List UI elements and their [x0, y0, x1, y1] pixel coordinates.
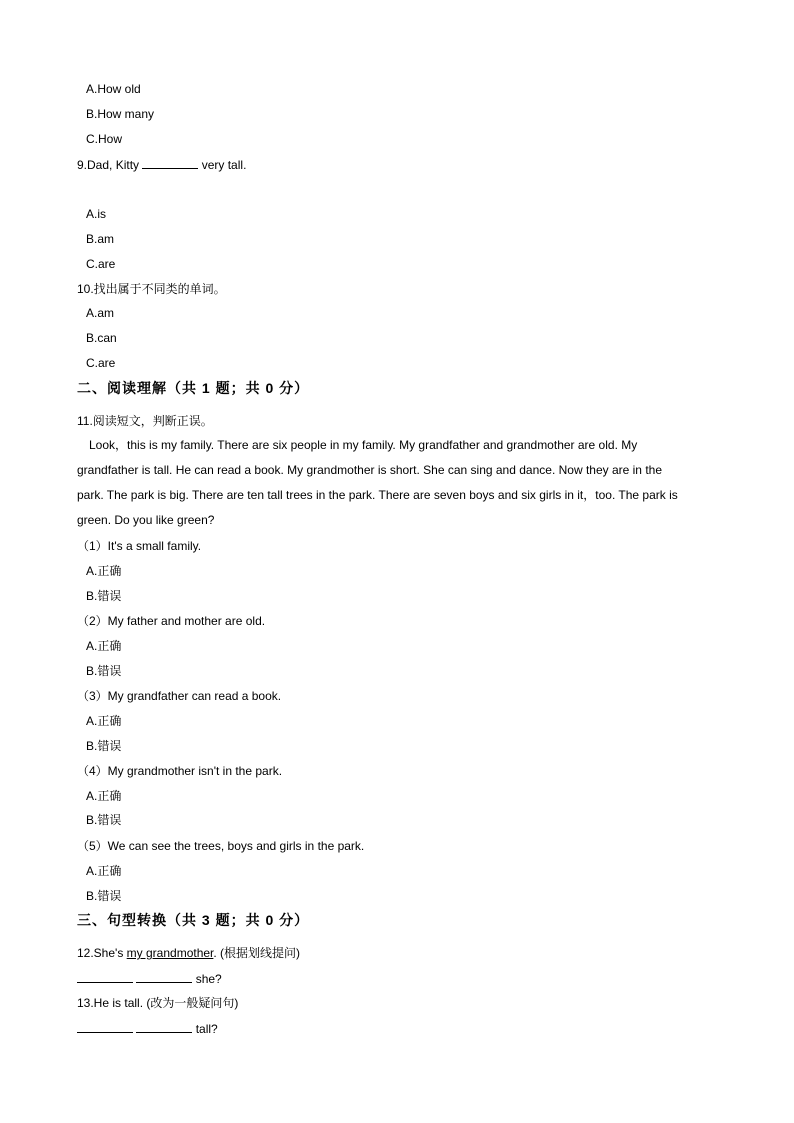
q11-sub-2-option-b: B.错误	[86, 664, 122, 678]
q9-question	[77, 157, 246, 172]
q11-sub-5: （5）We can see the trees, boys and girls in the park.	[77, 839, 365, 853]
q12-answer-line	[77, 971, 222, 986]
section-heading-transform: 三、句型转换（共 3 题；共 0 分）	[77, 912, 310, 928]
q12-question	[77, 946, 300, 960]
q11-sub-4-option-a: A.正确	[86, 789, 122, 803]
q13-answer-tail: tall?	[195, 1022, 218, 1036]
q11-sub-1-option-a: A.正确	[86, 564, 122, 578]
q12-answer-tail: she?	[195, 972, 222, 986]
q10-option-b: B.can	[86, 331, 117, 345]
q11-sub-1-option-b: B.错误	[86, 589, 122, 603]
q12-prefix: 12.She's	[77, 946, 127, 960]
q11-sub-2: （2）My father and mother are old.	[77, 614, 266, 628]
q8-option-c: C.How	[86, 132, 123, 146]
q9-option-c: C.are	[86, 257, 116, 271]
q10-option-c: C.are	[86, 356, 116, 370]
q11-instruction: 11.阅读短文，判断正误。	[77, 414, 213, 428]
q13-answer-line	[77, 1021, 218, 1036]
q11-sub-5-option-a: A.正确	[86, 864, 122, 878]
q9-text-after: very tall.	[201, 158, 247, 172]
q9-blank	[142, 157, 198, 169]
q12-underlined-phrase: my grandmother	[126, 946, 214, 960]
q11-sub-2-option-a: A.正确	[86, 639, 122, 653]
q9-text-before: 9.Dad, Kitty	[77, 158, 140, 172]
q8-option-a: A.How old	[86, 82, 141, 96]
section-heading-reading: 二、阅读理解（共 1 题；共 0 分）	[77, 380, 310, 396]
q8-option-b: B.How many	[86, 107, 155, 121]
q13-blank-1	[77, 1021, 133, 1033]
q11-sub-1: （1）It's a small family.	[77, 539, 202, 553]
q9-option-b: B.am	[86, 232, 115, 246]
q12-blank-2	[136, 971, 192, 983]
q10-option-a: A.am	[86, 306, 115, 320]
passage-line: park. The park is big. There are ten tall trees in the park. There are seven boys and six girls in it，too. The park is	[77, 488, 678, 502]
q11-passage	[77, 433, 717, 533]
q13-blank-2	[136, 1021, 192, 1033]
q11-sub-3-option-a: A.正确	[86, 714, 122, 728]
passage-line: Look，this is my family. There are six people in my family. My grandfather and grandmother are old. My	[89, 438, 638, 452]
q11-sub-5-option-b: B.错误	[86, 889, 122, 903]
q13-question: 13.He is tall. (改为一般疑问句)	[77, 996, 239, 1010]
q10-question: 10.找出属于不同类的单词。	[77, 282, 226, 296]
q12-suffix: . (根据划线提问)	[213, 946, 301, 960]
passage-line: green. Do you like green?	[77, 513, 215, 527]
q9-option-a: A.is	[86, 207, 107, 221]
q11-sub-4-option-b: B.错误	[86, 813, 122, 827]
q11-sub-4: （4）My grandmother isn't in the park.	[77, 764, 283, 778]
passage-line: grandfather is tall. He can read a book. My grandmother is short. She can sing and dance. Now they are in the	[77, 463, 662, 477]
q12-blank-1	[77, 971, 133, 983]
q11-sub-3: （3）My grandfather can read a book.	[77, 689, 282, 703]
q11-sub-3-option-b: B.错误	[86, 739, 122, 753]
